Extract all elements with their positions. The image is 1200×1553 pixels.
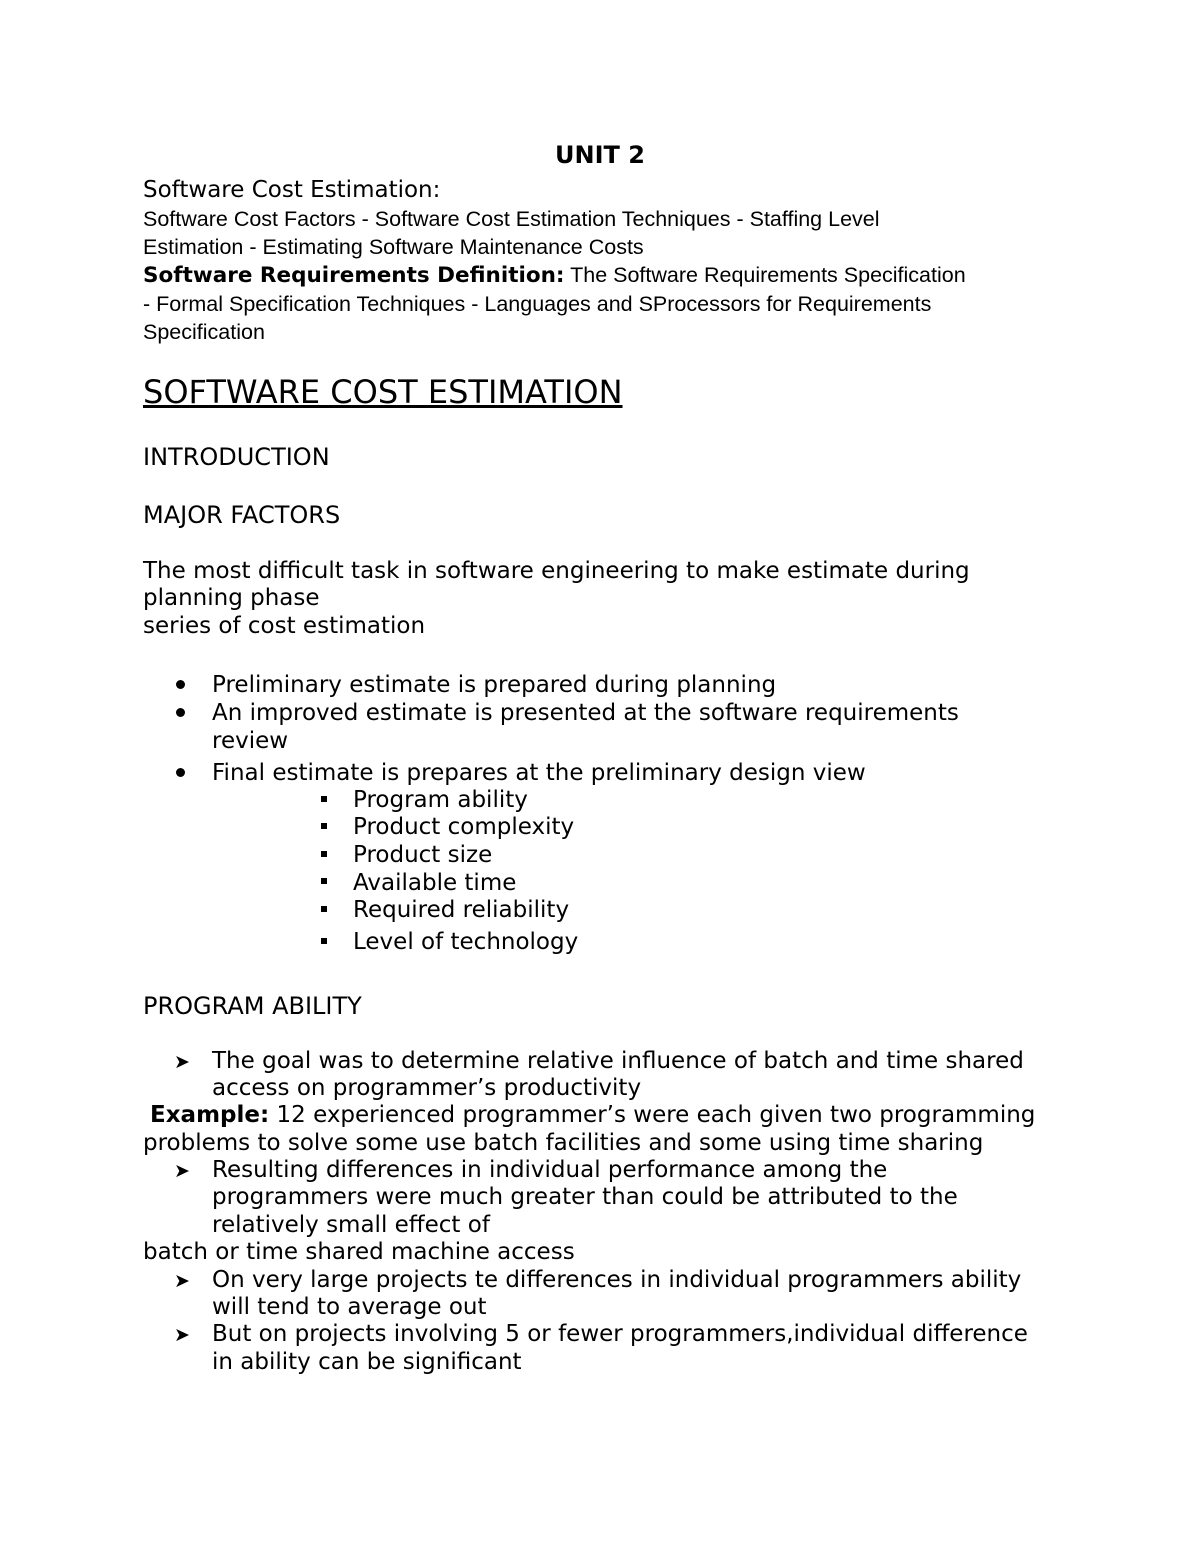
sub-bullet-1: Program ability	[353, 787, 528, 813]
square-bullet-icon	[321, 796, 327, 802]
example-rest: 12 experienced programmer’s were each given two programming	[269, 1102, 1036, 1128]
para1-line1: The most difficult task in software engineering to make estimate during	[143, 558, 970, 584]
square-bullet-icon	[321, 823, 327, 829]
bullet-2-line1: An improved estimate is presented at the software requirements	[212, 700, 959, 726]
batch-line: batch or time shared machine access	[143, 1239, 575, 1265]
section2-label: Software Requirements Definition:	[143, 263, 565, 288]
bullet-dot-icon	[176, 768, 185, 777]
sub-bullet-5: Required reliability	[353, 897, 570, 923]
arrowhead-bullet-icon: ➤	[174, 1324, 190, 1346]
arrow4-line1: But on projects involving 5 or fewer programmers,individual difference	[212, 1321, 1028, 1347]
introduction-heading: INTRODUCTION	[143, 443, 330, 471]
arrow2-line3: relatively small effect of	[212, 1212, 490, 1238]
section1-line1: Software Cost Factors - Software Cost Estimation Techniques - Staffing Level	[143, 207, 880, 231]
bullet-2-line2: review	[212, 728, 289, 754]
example-label: Example:	[150, 1102, 270, 1128]
arrow1-line2: access on programmer’s productivity	[212, 1075, 642, 1101]
arrow4-line2: in ability can be significant	[212, 1349, 522, 1375]
main-heading: SOFTWARE COST ESTIMATION	[143, 373, 623, 411]
section2-line1	[143, 263, 966, 288]
bullet-dot-icon	[176, 708, 185, 717]
arrow3-line1: On very large projects te differences in individual programmers ability	[212, 1267, 1022, 1293]
section2-line1-rest: The Software Requirements Specification	[564, 263, 966, 287]
bullet-dot-icon	[176, 680, 185, 689]
program-ability-heading: PROGRAM ABILITY	[143, 992, 362, 1020]
arrow1-line1: The goal was to determine relative influence of batch and time shared	[212, 1048, 1024, 1074]
square-bullet-icon	[321, 851, 327, 857]
unit-title: UNIT 2	[555, 141, 645, 169]
square-bullet-icon	[321, 878, 327, 884]
sub-bullet-2: Product complexity	[353, 814, 575, 840]
arrow2-line2: programmers were much greater than could be attributed to the	[212, 1184, 958, 1210]
example-line2: problems to solve some use batch facilities and some using time sharing	[143, 1130, 984, 1156]
bullet-1: Preliminary estimate is prepared during planning	[212, 672, 777, 698]
para1-line3: series of cost estimation	[143, 613, 426, 639]
arrow3-line2: will tend to average out	[212, 1294, 487, 1320]
sub-bullet-3: Product size	[353, 842, 493, 868]
section2-line2: - Formal Specification Techniques - Languages and SProcessors for Requirements	[143, 292, 932, 316]
section2-line3: Specification	[143, 320, 265, 344]
major-factors-heading: MAJOR FACTORS	[143, 501, 341, 529]
arrowhead-bullet-icon: ➤	[174, 1051, 190, 1073]
arrowhead-bullet-icon: ➤	[174, 1160, 190, 1182]
para1-line2: planning phase	[143, 585, 320, 611]
bullet-3: Final estimate is prepares at the preliminary design view	[212, 760, 866, 786]
sub-bullet-6: Level of technology	[353, 929, 579, 955]
square-bullet-icon	[321, 938, 327, 944]
sub-bullet-4: Available time	[353, 870, 517, 896]
arrowhead-bullet-icon: ➤	[174, 1270, 190, 1292]
section1-title: Software Cost Estimation:	[143, 177, 441, 203]
example-line1	[150, 1102, 1035, 1128]
arrow2-line1: Resulting differences in individual performance among the	[212, 1157, 888, 1183]
section1-line2: Estimation - Estimating Software Maintenance Costs	[143, 235, 644, 259]
square-bullet-icon	[321, 906, 327, 912]
